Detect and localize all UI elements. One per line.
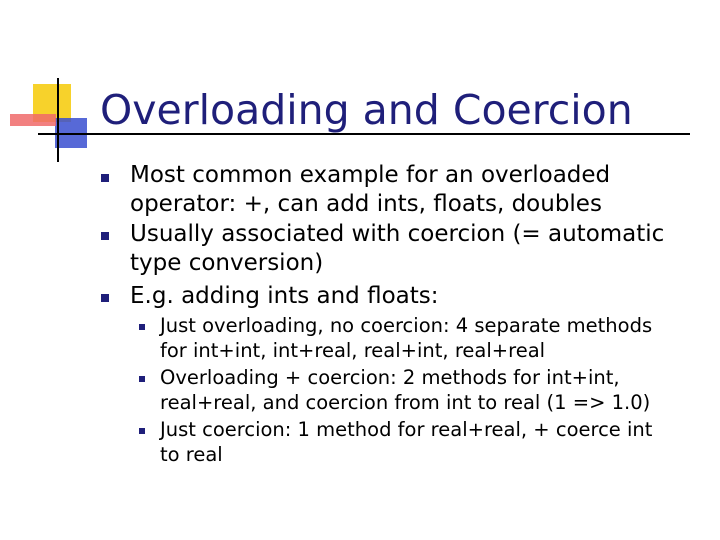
sub-bullet-marker [139,324,145,330]
bullet-2-line-2: type conversion) [130,250,324,276]
sub-bullet-3 [160,417,652,467]
bullet-1-line-1: Most common example for an overloaded [130,162,611,188]
sub-bullet-marker [139,376,145,382]
deco-red-bar [10,114,56,126]
sub-bullet-2 [160,365,650,415]
bullet-marker [101,232,109,240]
sub-bullet-marker [139,428,145,434]
sub-bullet-1 [160,313,652,363]
sub-bullet-3-line-1: Just coercion: 1 method for real+real, + coerce int [160,418,653,441]
bullet-3-line-1: E.g. adding ints and floats: [130,283,439,309]
bullet-marker [101,294,109,302]
sub-bullet-2-line-1: Overloading + coercion: 2 methods for int+int, [160,366,620,389]
bullet-2 [130,220,664,278]
sub-bullet-1-line-1: Just overloading, no coercion: 4 separate methods [160,314,653,337]
bullet-1-line-2: operator: +, can add ints, floats, doubles [130,191,602,217]
sub-bullet-2-line-2: real+real, and coercion from int to real (1 => 1.0) [160,391,651,414]
bullet-1 [130,161,610,219]
bullet-2-line-1: Usually associated with coercion (= automatic [130,221,665,247]
sub-bullet-3-line-2: to real [160,443,223,466]
slide-title: Overloading and Coercion [100,86,633,134]
bullet-marker [101,174,109,182]
sub-bullet-1-line-2: for int+int, int+real, real+int, real+real [160,339,546,362]
bullet-3 [130,282,439,311]
